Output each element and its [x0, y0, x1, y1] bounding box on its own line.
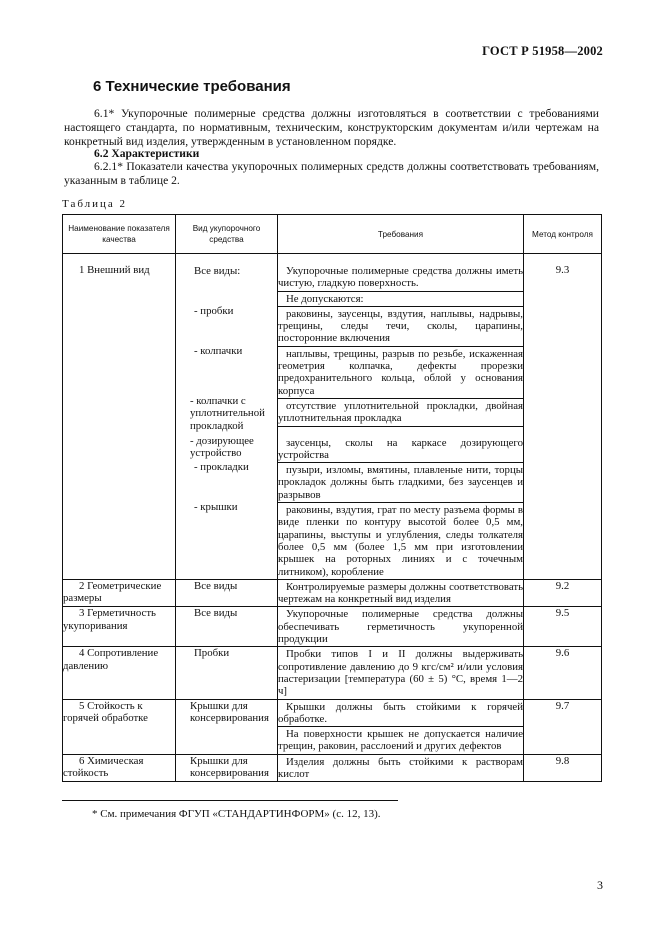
table-row — [63, 264, 602, 579]
row5-req-a: Крышки должны быть стойкими к горячей обработке. — [278, 700, 523, 728]
row6-req: Изделия должны быть стойкими к растворам кислот — [278, 755, 523, 780]
row1-kind-prokladki: - прокладки — [194, 461, 249, 473]
row1-kind-probki: - пробки — [194, 305, 234, 317]
row2-method: 9.2 — [524, 579, 602, 607]
paragraph-6-1: 6.1* Укупорочные полимерные средства должны изготовляться в соответствии с требованиями настоящего стандарта, по нормативным, техническим, конструкторским документам и/или чертежам на конкретный вид изделия, утвержденным в установленном порядке. — [64, 107, 599, 148]
row2-name: 2 Геометрические размеры — [63, 579, 162, 605]
subsection-heading: 6.2 Характеристики — [94, 147, 200, 160]
table-row — [63, 607, 602, 647]
header-requirements: Требования — [278, 215, 524, 254]
row1-req-7: раковины, вздутия, грат по месту разъема формы в виде пленки по контуру высотой более 0,5 мм, царапины, выступы и углубления, следы толкателя более 0,5 мм (более 1,5 мм при изготовлении крышек на роторных линиях и с точечным литником), коробление — [278, 504, 523, 578]
table-row — [63, 647, 602, 699]
row1-req-4: отсутствие уплотнительной прокладки, двойная уплотнительная прокладка — [278, 399, 523, 427]
header-name: Наименование показателя качества — [63, 215, 176, 254]
row1-req-6: пузыри, изломы, вмятины, плавленые нити, торцы прокладок должны быть гладкими, без заусенцев и разрывов — [278, 463, 523, 503]
row3-kind: Все виды — [194, 607, 238, 620]
row3-method: 9.5 — [524, 607, 602, 647]
row1-req-3: наплывы, трещины, разрыв по резьбе, искаженная геометрия колпачка, дефекты прорезки предохранительного кольца, облой у основания корпуса — [278, 347, 523, 399]
table-row — [63, 699, 602, 754]
row1-method: 9.3 — [524, 264, 602, 579]
row4-method: 9.6 — [524, 647, 602, 699]
header-method: Метод контроля — [524, 215, 602, 254]
row1-req-5: заусенцы, сколы на каркасе дозирующего устройства — [278, 427, 523, 464]
table-caption: Таблица 2 — [62, 198, 128, 210]
row1-kind-kryshki: - крышки — [194, 501, 238, 513]
row1-req-0: Укупорочные полимерные средства должны иметь чистую, гладкую поверхность. — [278, 264, 523, 292]
row1-kind-all: Все виды: — [194, 265, 241, 277]
row1-req-1: Не допускаются: — [278, 292, 523, 307]
row1-kind-kolpachki: - колпачки — [194, 345, 243, 357]
row5-name: 5 Стойкость к горячей обработке — [63, 699, 148, 724]
row4-name: 4 Сопротивление давлению — [63, 647, 159, 672]
row5-kind: Крышки для консервирования — [190, 699, 269, 724]
row2-req: Контролируемые размеры должны соответствовать чертежам на конкретный вид изделия — [278, 580, 523, 606]
paragraph-6-2-1: 6.2.1* Показатели качества укупорочных полимерных средств должны соответствовать требованиям, указанным в таблице 2. — [64, 160, 599, 187]
row5-req-b: На поверхности крышек не допускается наличие трещин, раковин, расслоений и других дефектов — [278, 728, 523, 753]
page-number: 3 — [597, 878, 603, 892]
table-row — [63, 754, 602, 782]
row3-req: Укупорочные полимерные средства должны обеспечивать герметичность укупоренной продукции — [278, 608, 523, 646]
row1-kind-kolpachki-prokladka: - колпачки с уплотнительной прокладкой — [190, 395, 265, 432]
row6-kind: Крышки для консервирования — [190, 754, 269, 779]
row6-name: 6 Химическая стойкость — [63, 754, 144, 779]
section-title: 6 Технические требования — [93, 78, 291, 95]
row4-kind: Пробки — [194, 647, 230, 660]
row3-name: 3 Герметичность укупоривания — [63, 607, 156, 632]
table-row — [63, 579, 602, 607]
requirements-table — [62, 214, 602, 782]
row4-req: Пробки типов I и II должны выдерживать сопротивление давлению до 9 кгс/см² и/или условия пастеризации [температура (60 ± 5) °С, время 1—2 ч] — [278, 648, 523, 698]
row1-name: 1 Внешний вид — [79, 264, 150, 276]
row1-req-2: раковины, заусенцы, вздутия, наплывы, надрывы, трещины, следы течи, сколы, царапины, посторонние включения — [278, 307, 523, 347]
row5-method: 9.7 — [524, 699, 602, 754]
row1-kind-dozator: - дозирующее устройство — [190, 435, 254, 460]
footnote-divider — [62, 800, 398, 801]
table-header-row — [63, 215, 602, 254]
footnote: * См. примечания ФГУП «СТАНДАРТИНФОРМ» (с. 12, 13). — [92, 808, 381, 820]
header-kind: Вид укупорочного средства — [176, 215, 278, 254]
standard-code: ГОСТ Р 51958—2002 — [482, 44, 603, 58]
row6-method: 9.8 — [524, 754, 602, 782]
row2-kind: Все виды — [194, 579, 238, 592]
